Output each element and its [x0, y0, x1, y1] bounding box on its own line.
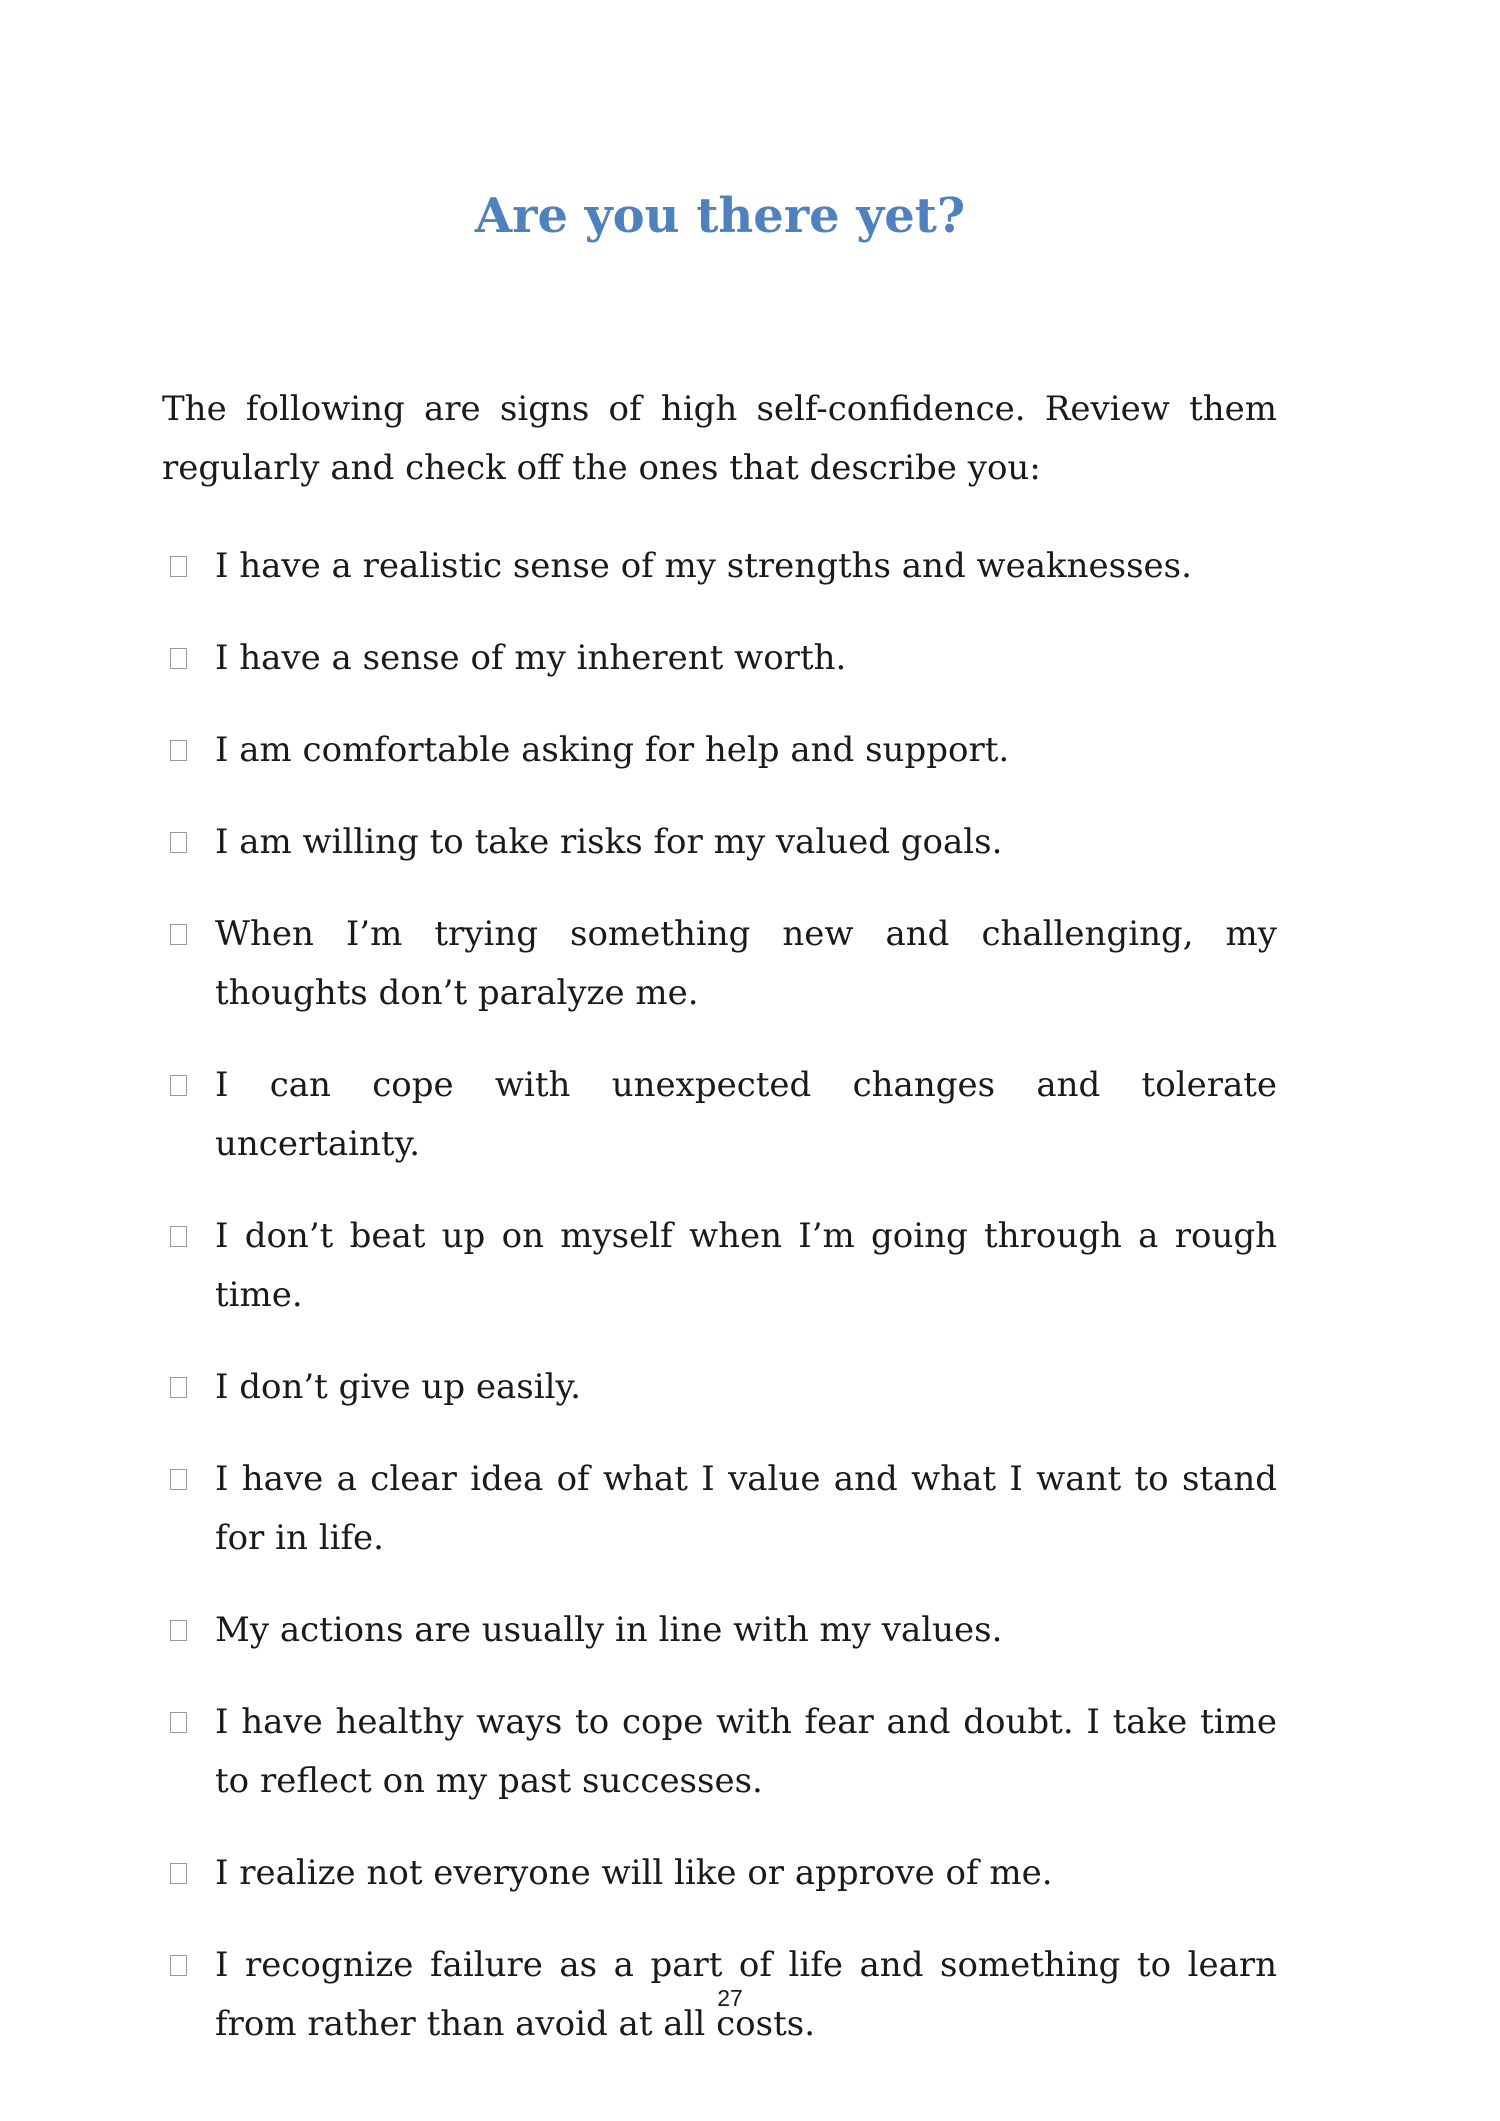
checklist-item-text: I am comfortable asking for help and support.	[215, 730, 1010, 770]
checklist-item-text: My actions are usually in line with my values.	[215, 1610, 1003, 1650]
checklist-item[interactable]	[162, 813, 1277, 872]
checklist-item[interactable]	[162, 1844, 1277, 1903]
empty-checkbox-icon[interactable]	[170, 1469, 187, 1490]
empty-checkbox-icon[interactable]	[170, 1226, 187, 1247]
empty-checkbox-icon[interactable]	[170, 1620, 187, 1641]
checklist-item-text: I have a sense of my inherent worth.	[215, 638, 847, 678]
checklist-item[interactable]	[162, 1207, 1277, 1325]
checklist-item[interactable]	[162, 905, 1277, 1023]
checklist-item[interactable]	[162, 1056, 1277, 1174]
page-number: 27	[717, 1985, 743, 2011]
checklist-item-text: I can cope with unexpected changes and tolerate uncertainty.	[215, 1065, 1277, 1164]
empty-checkbox-icon[interactable]	[170, 648, 187, 669]
checklist-item[interactable]	[162, 1601, 1277, 1660]
empty-checkbox-icon[interactable]	[170, 1377, 187, 1398]
checklist-item[interactable]	[162, 629, 1277, 688]
checklist-item-text: I have healthy ways to cope with fear and doubt. I take time to reflect on my past successes.	[215, 1702, 1277, 1801]
empty-checkbox-icon[interactable]	[170, 924, 187, 945]
empty-checkbox-icon[interactable]	[170, 1955, 187, 1976]
checklist-item[interactable]	[162, 1450, 1277, 1568]
empty-checkbox-icon[interactable]	[170, 1863, 187, 1884]
empty-checkbox-icon[interactable]	[170, 740, 187, 761]
checklist-item-text: I have a clear idea of what I value and what I want to stand for in life.	[215, 1459, 1277, 1558]
checklist-item-text: I don’t beat up on myself when I’m going through a rough time.	[215, 1216, 1277, 1315]
empty-checkbox-icon[interactable]	[170, 1075, 187, 1096]
checklist-item[interactable]	[162, 1693, 1277, 1811]
empty-checkbox-icon[interactable]	[170, 556, 187, 577]
checklist-item-text: I recognize failure as a part of life and something to learn from rather than avoid at all costs.	[215, 1945, 1277, 2044]
checklist-item[interactable]	[162, 537, 1277, 596]
checklist-item[interactable]	[162, 721, 1277, 780]
empty-checkbox-icon[interactable]	[170, 1712, 187, 1733]
intro-paragraph: The following are signs of high self-confidence. Review them regularly and check off the ones that describe you:	[162, 389, 1277, 488]
checklist-item-text: I have a realistic sense of my strengths and weaknesses.	[215, 546, 1192, 586]
empty-checkbox-icon[interactable]	[170, 832, 187, 853]
checklist-item-text: I don’t give up easily.	[215, 1367, 581, 1407]
self-confidence-checklist	[162, 537, 1277, 2087]
checklist-item-text: I realize not everyone will like or approve of me.	[215, 1853, 1053, 1893]
checklist-item[interactable]	[162, 1358, 1277, 1417]
checklist-item-text: I am willing to take risks for my valued goals.	[215, 822, 1003, 862]
checklist-item-text: When I’m trying something new and challenging, my thoughts don’t paralyze me.	[215, 914, 1277, 1013]
page-title: Are you there yet?	[474, 188, 966, 244]
